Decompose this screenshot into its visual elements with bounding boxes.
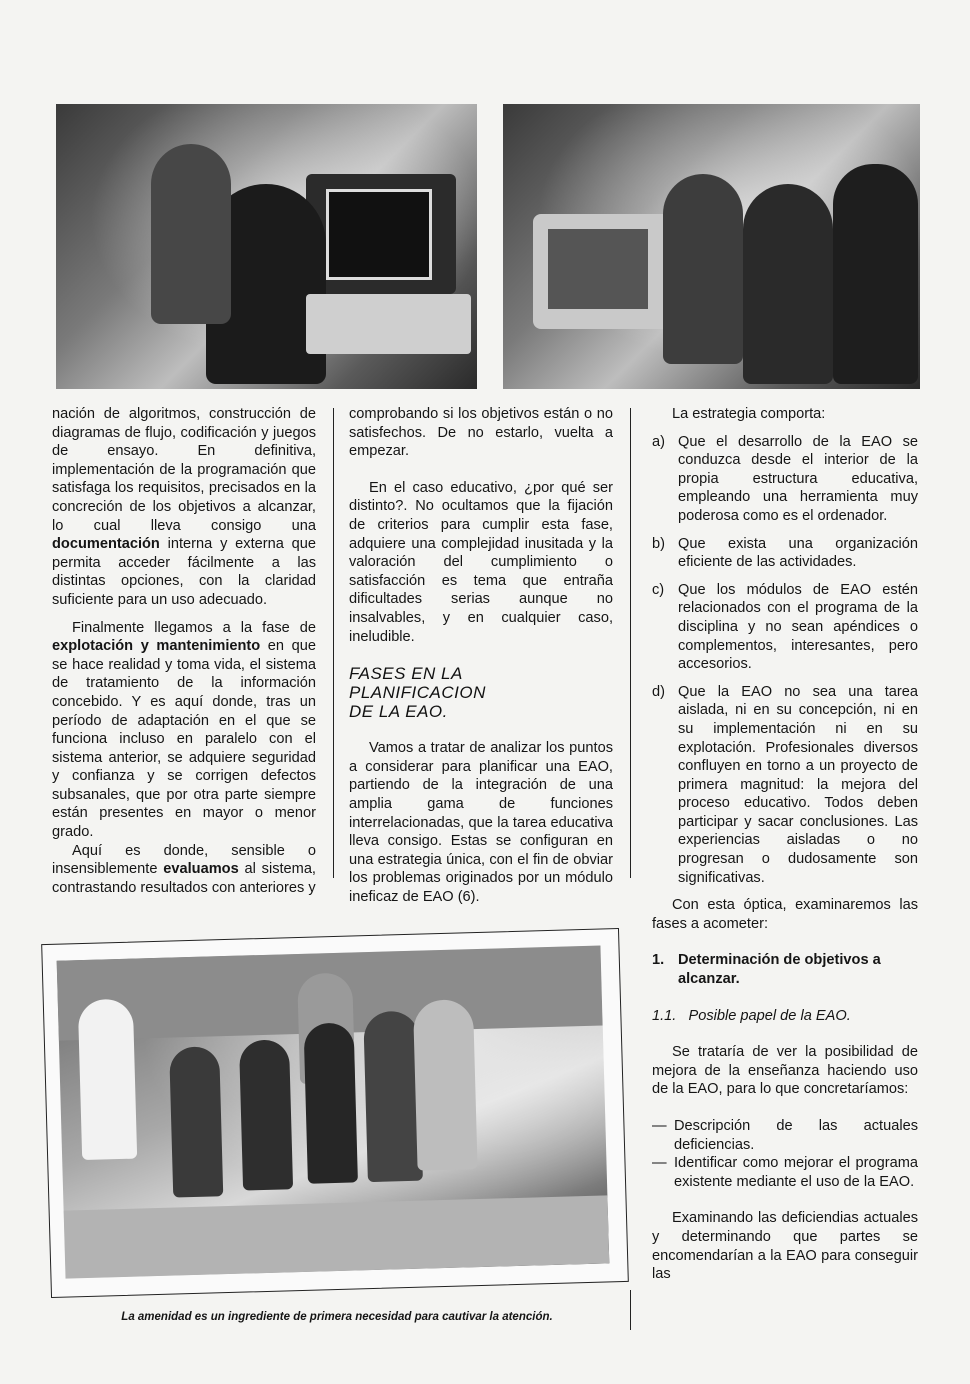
col1-paragraph-3: Aquí es donde, sensible o insensiblemente evaluamos al sistema, contrastando resultados con anteriores y [52, 842, 316, 896]
col3-paragraph-tratar: Se trataría de ver la posibilidad de mejora de la enseñanza haciendo uso de la EAO, para lo que concretaríamos: [652, 1044, 918, 1098]
subsection-1-1: 1.1. Posible papel de la EAO. [652, 1007, 851, 1024]
dash-item-1: — Descripción de las actuales deficiencias. [652, 1118, 918, 1153]
column-divider-1 [333, 408, 334, 878]
list-item-c: c) Que los módulos de EAO estén relacionados con el programa de la disciplina y no sean apéndices o complementos, interesantes, pero accesorios. [652, 581, 918, 673]
section-1-heading: 1. Determinación de objetivos a alcanzar. [652, 952, 881, 988]
col1-paragraph-2: Finalmente llegamos a la fase de explotación y mantenimiento en que se hace realidad y toma vida, el sistema de tratamiento de la información concebido. Y es aquí donde, tras un período de adaptación en el que se funciona incluso en paralelo con el sistema anterior, se adquiere seguridad y confianza y se corrigen defectos subsanales, que por otra parte siempre están presentes en mayor o menor grado. [52, 619, 316, 841]
col3-optica: Con esta óptica, examinaremos las fases a acometer: [652, 897, 918, 932]
photo-children-at-computer-right [503, 104, 920, 389]
col3-paragraph-final: Examinando las deficiendias actuales y determinando que partes se encomendarían a la EAO para conseguir las [652, 1210, 918, 1283]
col2-paragraph-1: comprobando si los objetivos están o no satisfechos. De no estarlo, vuelta a empezar. [349, 406, 613, 460]
column-divider-2 [630, 408, 631, 878]
col3-intro: La estrategia comporta: [672, 406, 826, 422]
list-item-b: b) Que exista una organización eficiente de las actividades. [652, 535, 918, 571]
list-item-a: a) Que el desarrollo de la EAO se conduzca desde el interior de la propia estructura educativa, empleando una herramienta muy poderosa como es el ordenador. [652, 433, 918, 524]
text-column-1 [52, 405, 316, 897]
section-heading-fases: FASES EN LA PLANIFICACION DE LA EAO. [349, 664, 486, 722]
photo-children-at-computer-left [56, 104, 477, 389]
text-column-2 [349, 405, 613, 906]
list-item-d: d) Que la EAO no sea una tarea aislada, ni en su concepción, ni en su implementación ni en su explotación. Profesionales diversos confluyen en torno a un proyecto de primera magnitud: la mejora del proceso educativo. Todos deben participar y sacar conclusiones. Las experiencias aisladas o no progresan o dudosamente son significativas. [652, 683, 918, 886]
column-divider-3 [630, 1290, 631, 1330]
photo-frame-classroom [41, 928, 629, 1298]
photo-children-classroom [57, 946, 610, 1279]
col2-paragraph-3: Vamos a tratar de analizar los puntos a considerar para planificar una EAO, partiendo de la integración de una amplia gama de funciones interrelacionadas, que la tarea educativa lleva consigo. Estas se configuran en una estrategia única, con el fin de obviar los problemas originados por un módulo ineficaz de EAO (6). [349, 740, 613, 905]
photo-caption: La amenidad es un ingrediente de primera necesidad para cautivar la atención. [121, 1311, 553, 1323]
col1-paragraph-1: nación de algoritmos, construcción de diagramas de flujo, codificación y juegos de ensayo. En definitiva, implementación de la programación que satisfaga los requisitos, precisados en la concreción de los objetivos a alcanzar, lo cual lleva consigo una documentación interna y externa que permita acceder fácilmente a las distintas opciones, con la claridad suficiente para un uso adecuado. [52, 406, 316, 608]
dash-item-2: — Identificar como mejorar el programa existente mediante el uso de la EAO. [652, 1155, 918, 1190]
text-column-3 [652, 405, 918, 1284]
col2-paragraph-2: En el caso educativo, ¿por qué ser distinto?. No ocultamos que la fijación de criterios para cumplir esta fase, adquiere una complejidad inusitada y la valoración del cumplimiento o satisfacción es tema que entraña dificultades serias aunque no insalvables, y en cualquier caso, ineludible. [349, 479, 613, 645]
